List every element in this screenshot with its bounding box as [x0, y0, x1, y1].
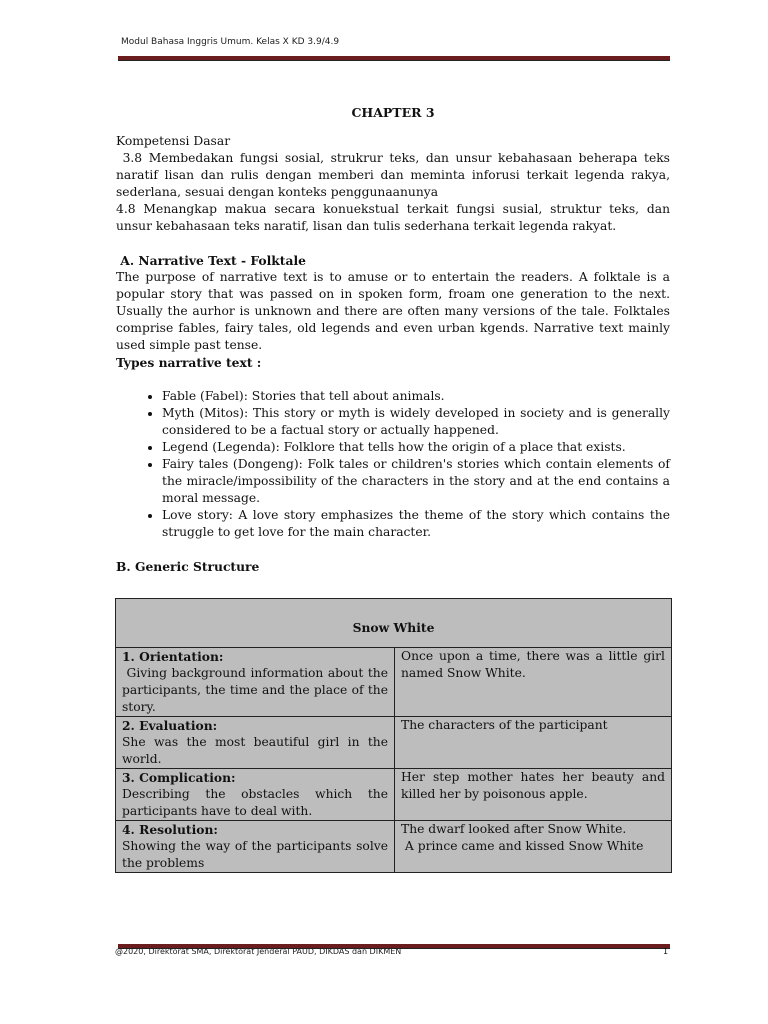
kompetensi-3-8: 3.8 Membedakan fungsi sosial, strukrur teks, dan unsur kebahasaan beherapa teks naratif lisan dan rulis dengan memberi dan meminta inforusi terkait legenda rakya, sederlana, sesuai dengan konteks penggunaanunya — [116, 151, 674, 199]
kompetensi-4-8: 4.8 Menangkap makua secara konuekstual terkait fungsi susial, struktur teks, dan unsur kebahasaan teks naratif, lisan dan tulis sederhana terkait legenda rakyat. — [116, 202, 670, 233]
example-cell: Once upon a time, there was a little girl named Snow White. — [395, 648, 672, 717]
stage-cell — [116, 717, 395, 769]
list-item: • Fable (Fabel): Stories that tell about animals. — [162, 388, 670, 405]
table-row — [116, 821, 672, 873]
table-row — [116, 648, 672, 717]
list-item: • Legend (Legenda): Folklore that tells how the origin of a place that exists. — [162, 439, 670, 456]
stage-title: 3. Complication: — [122, 770, 236, 785]
kompetensi-title: Kompetensi Dasar — [116, 134, 231, 148]
stage-cell — [116, 821, 395, 873]
chapter-title: CHAPTER 3 — [351, 105, 435, 120]
list-item: • Fairy tales (Dongeng): Folk tales or children's stories which contain elements of the miracle/impossibility of the characters in the story and at the end contains a moral message. — [162, 456, 670, 507]
stage-cell — [116, 769, 395, 821]
stage-description: Giving background information about the participants, the time and the place of the story. — [122, 666, 392, 714]
list-item: • Love story: A love story emphasizes the theme of the story which contains the struggle to get love for the main character. — [162, 507, 670, 541]
stage-title: 1. Orientation: — [122, 649, 224, 664]
table-row — [116, 717, 672, 769]
header-title: Modul Bahasa Inggris Umum. Kelas X KD 3.9/4.9 — [121, 37, 340, 47]
types-title: Types narrative text : — [116, 355, 262, 370]
generic-structure-table — [115, 598, 672, 873]
section-b-title: B. Generic Structure — [116, 559, 260, 574]
list-item: • Myth (Mitos): This story or myth is widely developed in society and is generally considered to be a factual story or actually happened. — [162, 405, 670, 439]
page-content — [116, 104, 674, 575]
table-header-row — [116, 599, 672, 648]
example-cell: Her step mother hates her beauty and killed her by poisonous apple. — [395, 769, 672, 821]
example-cell: The dwarf looked after Snow White. A prince came and kissed Snow White — [395, 821, 672, 873]
stage-description: Showing the way of the participants solve the problems — [122, 839, 388, 870]
table-title: Snow White — [116, 599, 672, 648]
stage-description: She was the most beautiful girl in the world. — [122, 735, 388, 766]
header-rule — [118, 56, 670, 61]
table-row — [116, 769, 672, 821]
stage-title: 4. Resolution: — [122, 822, 218, 837]
stage-title: 2. Evaluation: — [122, 718, 218, 733]
section-a-title: A. Narrative Text - Folktale — [116, 253, 306, 268]
footer-text: @2020, Direktorat SMA, Direktorat Jenderal PAUD, DIKDAS dan DIKMEN — [115, 947, 402, 956]
stage-description: Describing the obstacles which the participants have to deal with. — [122, 787, 388, 818]
page-number: 1 — [663, 947, 669, 956]
types-list — [116, 388, 670, 541]
stage-cell — [116, 648, 395, 717]
section-a-paragraph: The purpose of narrative text is to amuse or to entertain the readers. A folktale is a popular story that was passed on in spoken form, froam one generation to the next. Usually the aurhor is unknown and there are often many versions of the tale. Folktales comprise fables, fairy tales, old legends and even urban kgends. Narrative text mainly used simple past tense. — [116, 270, 670, 352]
example-cell: The characters of the participant — [395, 717, 672, 769]
